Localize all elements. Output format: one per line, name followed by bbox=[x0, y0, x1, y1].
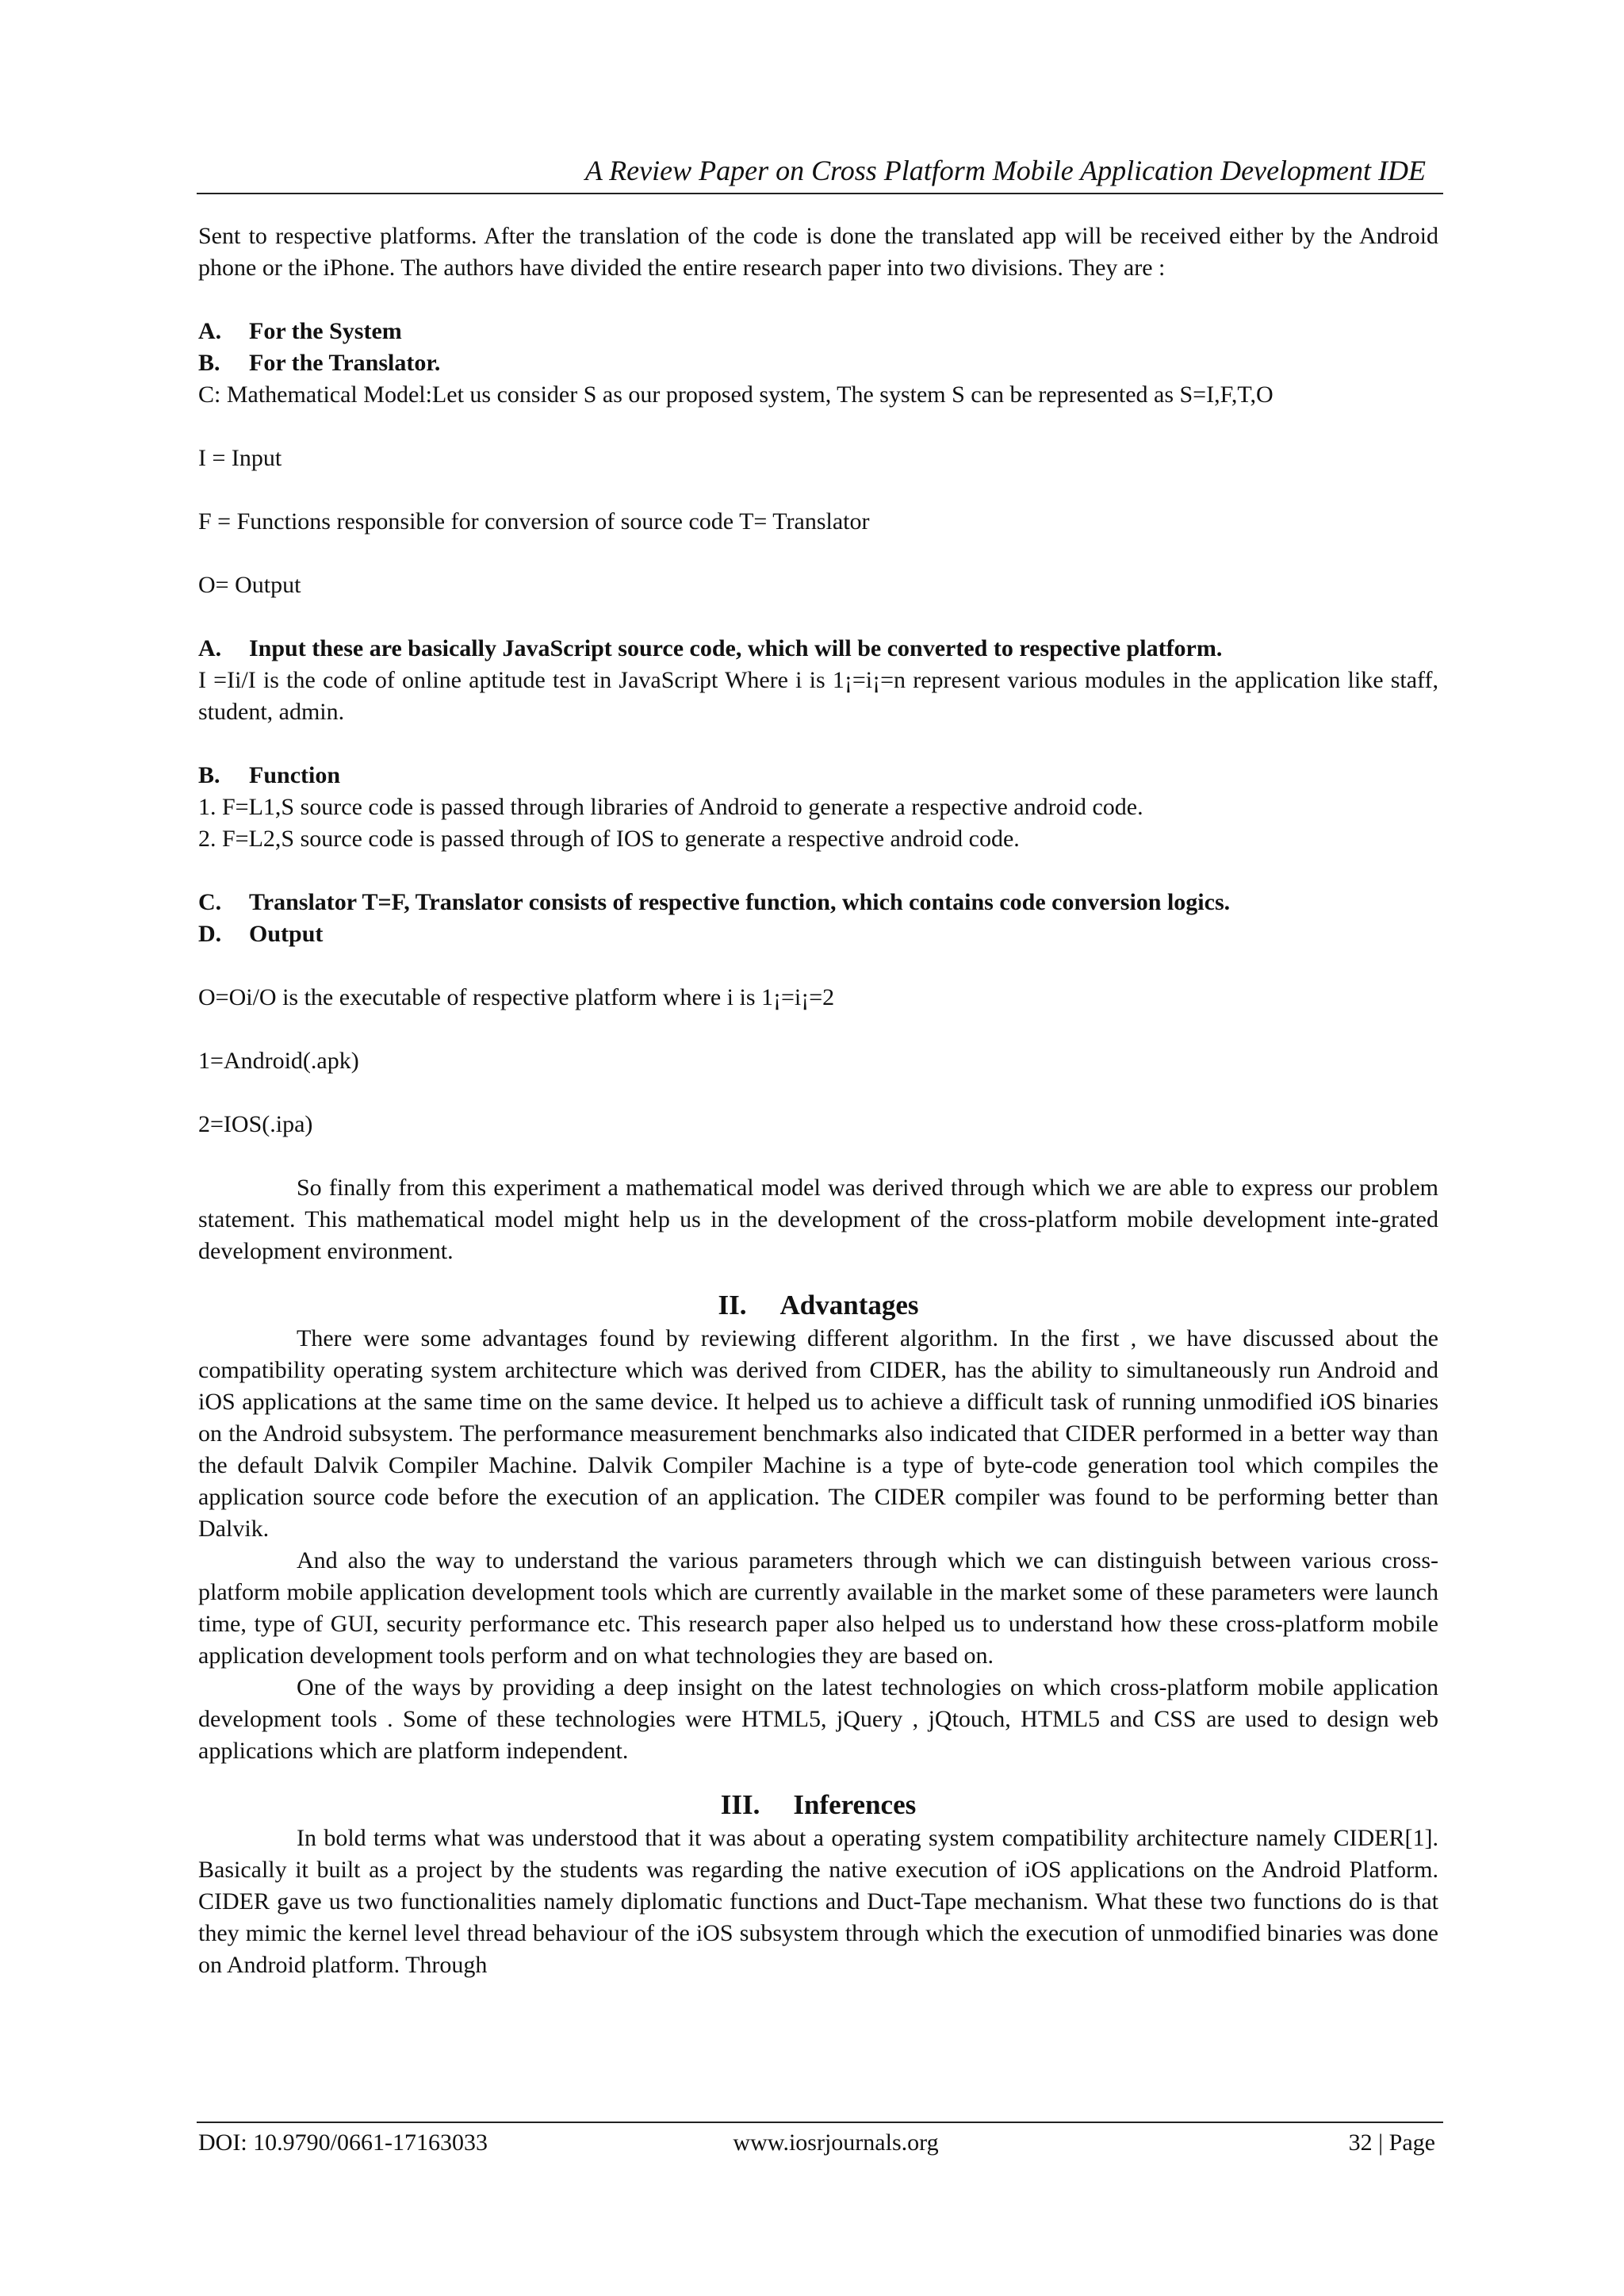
division-a-text: For the System bbox=[249, 318, 402, 344]
footer-page-number: 32 | Page bbox=[1348, 2129, 1435, 2156]
output-item-1: 1=Android(.apk) bbox=[198, 1048, 359, 1074]
heading-translator-label: C. bbox=[198, 889, 222, 915]
heading-input-label: A. bbox=[198, 635, 222, 661]
definition-function: F = Functions responsible for conversion of source code T= Translator bbox=[198, 508, 870, 535]
definition-output: O= Output bbox=[198, 572, 301, 598]
heading-function-label: B. bbox=[198, 762, 220, 788]
paragraph-intro: Sent to respective platforms. After the translation of the code is done the translated app will be received either by the Android phone or the iPhone. The authors have divided the entire research paper into two divisions. They are : bbox=[198, 223, 1438, 281]
paragraph-advantages-1: There were some advantages found by reviewing different algorithm. In the first , we have discussed about the compatibility operating system architecture which was derived from CIDER, has the ability to simultaneously run Android and iOS applications at the same time on the same device. It helped us to achieve a difficult task of running unmodified iOS binaries on the Android subsystem. The performance measurement benchmarks also indicated that CIDER performed in a better way than the default Dalvik Compiler Machine. Dalvik Compiler Machine is a type of byte-code generation tool which compiles the application source code before the execution of an application. The CIDER compiler was found to be performing better than Dalvik. bbox=[198, 1325, 1438, 1542]
section-title: Advantages bbox=[779, 1290, 919, 1320]
paragraph-model: C: Mathematical Model:Let us consider S as our proposed system, The system S can be represented as S=I,F,T,O bbox=[198, 381, 1274, 408]
output-item-2: 2=IOS(.ipa) bbox=[198, 1111, 313, 1137]
page-body bbox=[198, 220, 1438, 1981]
header-rule bbox=[197, 193, 1443, 194]
heading-output-text: Output bbox=[249, 921, 324, 947]
footer-doi: DOI: 10.9790/0661-17163033 bbox=[198, 2129, 488, 2156]
section-number: II. bbox=[718, 1290, 747, 1320]
paragraph-inferences-1: In bold terms what was understood that it was about a operating system compatibility architecture namely CIDER[1]. Basically it built as a project by the students was regarding the native execution of iOS applications on the Android Platform. CIDER gave us two functionalities namely diplomatic functions and Duct-Tape mechanism. What these two functions do is that they mimic the kernel level thread behaviour of the iOS subsystem through which the execution of unmodified binaries was done on Android platform. Through bbox=[198, 1825, 1438, 1978]
heading-translator-text: Translator T=F, Translator consists of respective function, which contains code conversion logics. bbox=[249, 889, 1231, 915]
function-item-1: 1. F=L1,S source code is passed through libraries of Android to generate a respective android code. bbox=[198, 794, 1143, 820]
division-a-label: A. bbox=[198, 318, 222, 344]
heading-input bbox=[198, 633, 1438, 665]
paragraph-output: O=Oi/O is the executable of respective platform where i is 1¡=i¡=2 bbox=[198, 984, 835, 1010]
division-a bbox=[198, 316, 1438, 347]
section-heading-advantages bbox=[198, 1288, 1438, 1323]
heading-translator bbox=[198, 887, 1438, 918]
division-b-text: For the Translator. bbox=[249, 350, 441, 376]
heading-function bbox=[198, 760, 1438, 792]
section-heading-inferences bbox=[198, 1788, 1438, 1823]
division-b-label: B. bbox=[198, 350, 220, 376]
division-b bbox=[198, 347, 1438, 379]
definition-input: I = Input bbox=[198, 445, 282, 471]
function-item-2: 2. F=L2,S source code is passed through of IOS to generate a respective android code. bbox=[198, 826, 1020, 852]
footer-website: www.iosrjournals.org bbox=[733, 2129, 939, 2156]
paragraph-input: I =Ii/I is the code of online aptitude test in JavaScript Where i is 1¡=i¡=n represent various modules in the application like staff, student, admin. bbox=[198, 667, 1438, 725]
paragraph-finally: So finally from this experiment a mathematical model was derived through which we are able to express our problem statement. This mathematical model might help us in the development of the cross-platform mobile development inte-grated development environment. bbox=[198, 1175, 1438, 1264]
heading-output bbox=[198, 918, 1438, 950]
heading-function-text: Function bbox=[249, 762, 341, 788]
paragraph-advantages-3: One of the ways by providing a deep insight on the latest technologies on which cross-platform mobile application development tools . Some of these technologies were HTML5, jQuery , jQtouch, HTML5 and CSS are used to design web applications which are platform independent. bbox=[198, 1674, 1438, 1764]
footer-rule bbox=[197, 2122, 1443, 2123]
heading-output-label: D. bbox=[198, 921, 222, 947]
section-title: Inferences bbox=[793, 1789, 917, 1820]
running-title: A Review Paper on Cross Platform Mobile Application Development IDE bbox=[584, 155, 1426, 186]
heading-input-text: Input these are basically JavaScript source code, which will be converted to respective platform. bbox=[249, 635, 1223, 661]
section-number: III. bbox=[720, 1789, 760, 1820]
paragraph-advantages-2: And also the way to understand the various parameters through which we can distinguish between various cross-platform mobile application development tools which are currently available in the market some of these parameters were launch time, type of GUI, security performance etc. This research paper also helped us to understand how these cross-platform mobile application development tools perform and on what technologies they are based on. bbox=[198, 1547, 1438, 1669]
